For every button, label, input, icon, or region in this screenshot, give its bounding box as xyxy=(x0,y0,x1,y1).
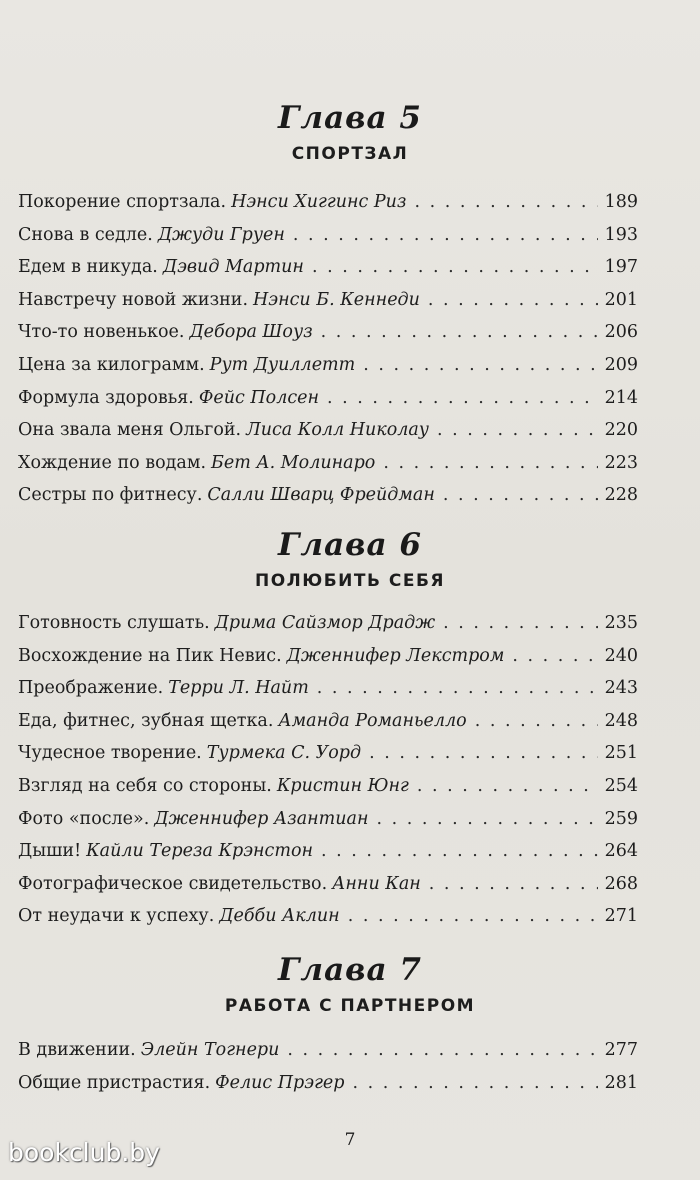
entry-title: Восхождение на Пик Невис. xyxy=(18,645,282,666)
entry-page: 268 xyxy=(604,873,638,894)
entry-author: Элейн Тогнери xyxy=(140,1040,280,1060)
toc-entry[interactable] xyxy=(18,447,638,479)
entry-title: Едем в никуда. xyxy=(18,257,158,278)
entry-author: Джуди Груен xyxy=(157,224,285,245)
toc-entry[interactable] xyxy=(18,1034,638,1066)
entry-title: Покорение спортзала. xyxy=(18,192,227,212)
toc-entry[interactable] xyxy=(18,640,638,672)
entry-author: Аманда Романьелло xyxy=(278,710,467,731)
entry-author: Анни Кан xyxy=(332,873,421,894)
entry-title: Цена за килограмм. xyxy=(18,355,205,375)
entry-author: Дженнифер Азантиан xyxy=(154,808,369,829)
dot-leader xyxy=(377,803,598,835)
entry-author: Кристин Юнг xyxy=(276,776,409,796)
toc-entry[interactable] xyxy=(18,803,638,835)
toc-entry[interactable] xyxy=(18,900,638,932)
entry-title: Хождение по водам. xyxy=(18,452,207,473)
dot-leader xyxy=(369,737,598,769)
toc-entry[interactable] xyxy=(18,835,638,867)
entry-title: Формула здоровья. xyxy=(18,387,194,408)
entry-page: 223 xyxy=(604,452,638,473)
toc-entry[interactable] xyxy=(18,414,638,446)
entry-author: Дэвид Мартин xyxy=(162,257,304,278)
dot-leader xyxy=(512,640,598,672)
toc-entry[interactable] xyxy=(18,284,638,316)
toc-entry[interactable] xyxy=(18,868,638,900)
entry-title: Снова в седле. xyxy=(18,224,153,245)
toc-entry[interactable] xyxy=(18,382,638,414)
dot-leader xyxy=(475,705,598,737)
toc-entry[interactable] xyxy=(18,1067,638,1099)
watermark: bookclub.by xyxy=(8,1138,160,1167)
entry-title: От неудачи к успеху. xyxy=(18,906,215,927)
entry-title: Еда, фитнес, зубная щетка. xyxy=(18,710,274,731)
toc-entry[interactable] xyxy=(18,219,638,251)
entry-author: Фелис Прэгер xyxy=(215,1073,345,1093)
toc-entry[interactable] xyxy=(18,479,638,511)
entry-author: Кайли Тереза Крэнстон xyxy=(86,841,314,862)
entry-page: 248 xyxy=(604,710,638,731)
entry-page: 228 xyxy=(604,485,638,506)
entry-author: Нэнси Хиггинс Риз xyxy=(231,192,407,212)
entry-title: Взгляд на себя со стороны. xyxy=(18,776,272,796)
entry-title: Готовность слушать. xyxy=(18,613,210,633)
toc-entry[interactable] xyxy=(18,607,638,639)
entry-title: Фотографическое свидетельство. xyxy=(18,873,328,894)
entry-page: 277 xyxy=(604,1040,638,1060)
entry-page: 193 xyxy=(604,224,638,245)
chapter-6-header xyxy=(0,525,700,593)
chapter-subtitle: РАБОТА С ПАРТНЕРОМ xyxy=(224,996,476,1016)
entry-page: 235 xyxy=(604,613,638,633)
dot-leader xyxy=(287,1034,598,1066)
toc-entry[interactable] xyxy=(18,251,638,283)
dot-leader xyxy=(443,479,598,511)
dot-leader xyxy=(321,316,598,348)
dot-leader xyxy=(293,219,598,251)
entry-page: 281 xyxy=(604,1073,638,1093)
dot-leader xyxy=(312,251,598,283)
entry-page: 271 xyxy=(604,906,638,927)
dot-leader xyxy=(429,868,598,900)
entry-page: 189 xyxy=(604,192,638,212)
dot-leader xyxy=(437,414,598,446)
entry-page: 243 xyxy=(604,678,638,699)
entry-page: 259 xyxy=(604,808,638,829)
entry-title: Сестры по фитнесу. xyxy=(18,485,203,506)
entry-title: Чудесное творение. xyxy=(18,743,202,764)
entry-page: 251 xyxy=(604,743,638,764)
page-number: 7 xyxy=(344,1130,356,1150)
entry-author: Дебби Аклин xyxy=(219,906,340,927)
dot-leader xyxy=(383,447,598,479)
entry-page: 220 xyxy=(604,420,638,441)
chapter-title: Глава 7 xyxy=(278,952,422,988)
dot-leader xyxy=(352,1067,598,1099)
toc-entry[interactable] xyxy=(18,349,638,381)
toc-entry[interactable] xyxy=(18,186,638,218)
entry-title: Навстречу новой жизни. xyxy=(18,289,249,310)
entry-title: Дыши! xyxy=(18,841,82,862)
entry-author: Дрима Сайзмор Драдж xyxy=(214,613,436,633)
entry-author: Салли Шварц Фрейдман xyxy=(207,485,435,506)
toc-entry[interactable] xyxy=(18,672,638,704)
entry-page: 264 xyxy=(604,841,638,862)
entry-page: 214 xyxy=(604,387,638,408)
entry-title: Преображение. xyxy=(18,678,164,699)
entry-author: Лиса Колл Николау xyxy=(246,420,429,441)
dot-leader xyxy=(321,835,598,867)
chapter-title: Глава 6 xyxy=(278,527,422,563)
entry-page: 201 xyxy=(604,289,638,310)
entry-title: В движении. xyxy=(18,1040,136,1060)
entry-title: Что-то новенькое. xyxy=(18,322,185,343)
entry-author: Дебора Шоуз xyxy=(189,322,313,343)
chapter-5-header xyxy=(0,98,700,166)
chapter-subtitle: СПОРТЗАЛ xyxy=(291,144,409,164)
dot-leader xyxy=(363,349,598,381)
entry-author: Турмека С. Уорд xyxy=(206,743,362,764)
dot-leader xyxy=(417,770,598,802)
entry-page: 240 xyxy=(604,645,638,666)
chapter-7-header xyxy=(0,950,700,1018)
entry-page: 254 xyxy=(604,776,638,796)
entry-page: 206 xyxy=(604,322,638,343)
toc-entry[interactable] xyxy=(18,737,638,769)
dot-leader xyxy=(414,186,598,218)
entry-author: Терри Л. Найт xyxy=(168,678,309,699)
entry-page: 197 xyxy=(604,257,638,278)
entry-author: Фейс Полсен xyxy=(198,387,320,408)
entry-author: Бет А. Молинаро xyxy=(211,452,376,473)
chapter-subtitle: ПОЛЮБИТЬ СЕБЯ xyxy=(254,571,446,591)
toc-entry[interactable] xyxy=(18,316,638,348)
dot-leader xyxy=(348,900,598,932)
toc-entry[interactable] xyxy=(18,705,638,737)
dot-leader xyxy=(428,284,598,316)
toc-entry[interactable] xyxy=(18,770,638,802)
dot-leader xyxy=(443,607,598,639)
entry-title: Общие пристрастия. xyxy=(18,1073,211,1093)
chapter-title: Глава 5 xyxy=(278,100,422,136)
entry-title: Она звала меня Ольгой. xyxy=(18,420,242,441)
entry-title: Фото «после». xyxy=(18,808,150,829)
dot-leader xyxy=(317,672,598,704)
entry-author: Нэнси Б. Кеннеди xyxy=(253,289,420,310)
entry-author: Дженнифер Лекстром xyxy=(286,645,505,666)
entry-page: 209 xyxy=(604,355,638,375)
dot-leader xyxy=(327,382,598,414)
entry-author: Рут Дуиллетт xyxy=(209,355,356,375)
